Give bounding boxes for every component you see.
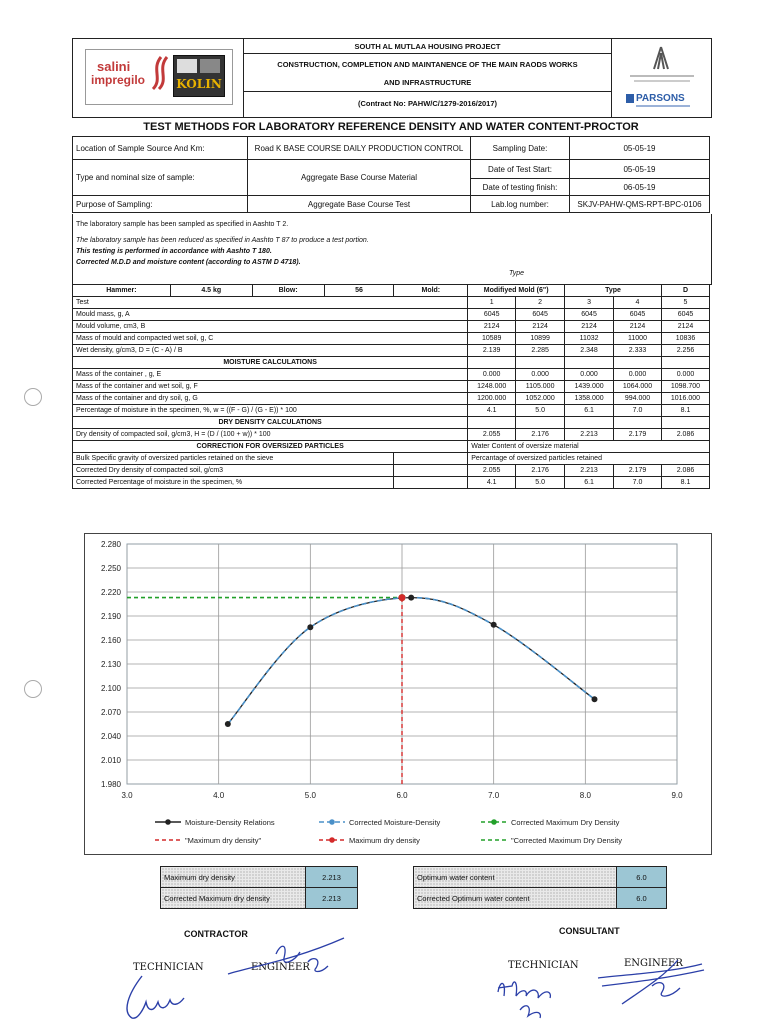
mold-value: Modifiyed Mold (6") bbox=[468, 285, 565, 297]
table-row bbox=[73, 381, 710, 393]
test-start-label: Date of Test Start: bbox=[471, 160, 570, 179]
cell-value: 1248.000 bbox=[468, 381, 516, 393]
cell-value: 2124 bbox=[661, 321, 709, 333]
test-number: 1 bbox=[468, 297, 516, 309]
cell-value: 2124 bbox=[468, 321, 516, 333]
blow-label: Blow: bbox=[252, 285, 324, 297]
row-label: Percentage of moisture in the specimen, %, w = ((F - G) / (G - E)) * 100 bbox=[73, 405, 468, 417]
oversize-section-title: CORRECTION FOR OVERSIZED PARTICLES bbox=[73, 441, 468, 453]
type-value: Aggregate Base Course Material bbox=[248, 160, 471, 196]
dry-density-section-title: DRY DENSITY CALCULATIONS bbox=[73, 417, 468, 429]
project-scope-line2: AND INFRASTRUCTURE bbox=[383, 78, 472, 87]
contractor-engineer-signature bbox=[224, 932, 354, 982]
consultant-logo bbox=[611, 39, 712, 117]
cell-value: 6045 bbox=[565, 309, 614, 321]
cell-value: 2.348 bbox=[565, 345, 614, 357]
purpose-label: Purpose of Sampling: bbox=[73, 196, 248, 213]
consultant-technician-label: TECHNICIAN bbox=[508, 960, 579, 971]
cell-value: 10899 bbox=[516, 333, 565, 345]
cell-value: 6045 bbox=[516, 309, 565, 321]
mdd-summary-table bbox=[160, 866, 358, 909]
cell-value: 2.086 bbox=[661, 429, 709, 441]
cell-value: 2124 bbox=[516, 321, 565, 333]
cell-value: 2.256 bbox=[661, 345, 709, 357]
type-label: Type and nominal size of sample: bbox=[73, 160, 248, 196]
oversize-water-content-note: Water Content of oversize material bbox=[468, 441, 710, 453]
cell-value: 2124 bbox=[565, 321, 614, 333]
authority-emblem-icon bbox=[650, 45, 672, 71]
y-tick-label: 2.220 bbox=[100, 588, 121, 597]
x-tick-label: 5.0 bbox=[304, 791, 316, 800]
row-label: Wet density, g/cm3, D = (C - A) / B bbox=[73, 345, 468, 357]
mdd-label: Maximum dry density bbox=[161, 867, 306, 888]
contractor-engineer-label: ENGINEER bbox=[251, 962, 310, 973]
parsons-icon bbox=[626, 94, 634, 103]
y-tick-label: 2.010 bbox=[100, 756, 121, 765]
proctor-data-table bbox=[72, 284, 710, 489]
cmdd-label: Corrected Maximum dry density bbox=[161, 888, 306, 909]
cell-value: 1098.700 bbox=[661, 381, 709, 393]
x-tick-label: 7.0 bbox=[488, 791, 500, 800]
cell-value: 4.1 bbox=[468, 477, 516, 489]
test-start-date: 05-05-19 bbox=[570, 160, 710, 179]
consultant-engineer-label: ENGINEER bbox=[624, 958, 683, 969]
max-point bbox=[399, 594, 406, 601]
y-tick-label: 2.280 bbox=[100, 540, 121, 549]
cell-value: 8.1 bbox=[661, 405, 709, 417]
x-tick-label: 6.0 bbox=[396, 791, 408, 800]
comc-value: 6.0 bbox=[617, 888, 667, 909]
mdd-value: 2.213 bbox=[306, 867, 358, 888]
cell-value: 0.000 bbox=[614, 369, 662, 381]
cell-value: 2.213 bbox=[565, 465, 614, 477]
cell-value: 2.055 bbox=[468, 465, 516, 477]
location-value: Road K BASE COURSE DAILY PRODUCTION CONTROL bbox=[248, 137, 471, 160]
y-tick-label: 2.100 bbox=[100, 684, 121, 693]
legend-label: "Corrected Maximum Dry Density bbox=[511, 836, 623, 845]
page-title: TEST METHODS FOR LABORATORY REFERENCE DENSITY AND WATER CONTENT-PROCTOR bbox=[143, 121, 639, 133]
cell-value: 6045 bbox=[661, 309, 709, 321]
data-point bbox=[592, 696, 598, 702]
sampling-date-label: Sampling Date: bbox=[471, 137, 570, 160]
contractor-heading: CONTRACTOR bbox=[184, 929, 248, 939]
moisture-density-chart bbox=[85, 534, 711, 854]
test-number: 4 bbox=[614, 297, 662, 309]
table-row bbox=[73, 345, 710, 357]
mold-label: Mold: bbox=[394, 285, 468, 297]
table-row bbox=[73, 465, 710, 477]
location-label: Location of Sample Source And Km: bbox=[73, 137, 248, 160]
cell-value: 7.0 bbox=[614, 405, 662, 417]
cell-value: 1439.000 bbox=[565, 381, 614, 393]
cell-value: 994.000 bbox=[614, 393, 662, 405]
x-tick-label: 4.0 bbox=[213, 791, 225, 800]
punch-hole-bottom bbox=[24, 680, 42, 698]
cell-value: 2.086 bbox=[661, 465, 709, 477]
row-label: Mould volume, cm3, B bbox=[73, 321, 468, 333]
impregilo-logo-text: impregilo bbox=[91, 73, 146, 87]
table-row bbox=[73, 309, 710, 321]
kolin-logo-text: KOLIN bbox=[176, 77, 222, 91]
row-label: Mould mass, g, A bbox=[73, 309, 468, 321]
legend-marker bbox=[329, 837, 335, 843]
table-row bbox=[73, 369, 710, 381]
cell-value: 2.213 bbox=[565, 429, 614, 441]
x-tick-label: 9.0 bbox=[671, 791, 683, 800]
cell-value: 0.000 bbox=[661, 369, 709, 381]
contractor-technician-label: TECHNICIAN bbox=[133, 962, 204, 973]
x-tick-label: 8.0 bbox=[579, 791, 591, 800]
cell-value: 7.0 bbox=[614, 477, 662, 489]
cell-value: 5.0 bbox=[516, 477, 565, 489]
header-titles bbox=[244, 39, 611, 117]
purpose-value: Aggregate Base Course Test bbox=[248, 196, 471, 213]
oversize-percentage-note: Percantage of oversized particles retained bbox=[468, 453, 710, 465]
moisture-density-curve bbox=[228, 598, 595, 724]
cell-value: 6045 bbox=[614, 309, 662, 321]
parsons-logo-text: PARSONS bbox=[636, 93, 685, 104]
y-tick-label: 2.040 bbox=[100, 732, 121, 741]
note-type-word: Type bbox=[509, 270, 525, 277]
table-row bbox=[73, 321, 710, 333]
kolin-logo-box bbox=[173, 55, 225, 97]
note-astm-d4718: Corrected M.D.D and moisture content (according to ASTM D 4718). bbox=[76, 259, 301, 266]
row-label: Mass of the container and wet soil, g, F bbox=[73, 381, 468, 393]
notes-block bbox=[72, 214, 712, 285]
data-point bbox=[225, 721, 231, 727]
y-tick-label: 2.070 bbox=[100, 708, 121, 717]
cell-value: 1358.000 bbox=[565, 393, 614, 405]
cell-value: 11032 bbox=[565, 333, 614, 345]
contractor-technician-signature bbox=[118, 968, 198, 1024]
hammer-value: 4.5 kg bbox=[170, 285, 252, 297]
consultant-engineer-signature bbox=[592, 956, 712, 1010]
cell-value: 0.000 bbox=[565, 369, 614, 381]
lab-log-label: Lab.log number: bbox=[471, 196, 570, 213]
cell-value: 1200.000 bbox=[468, 393, 516, 405]
chart-frame bbox=[84, 533, 712, 855]
hammer-label: Hammer: bbox=[73, 285, 171, 297]
contract-number: (Contract No: PAHW/C/1279-2016/2017) bbox=[357, 99, 498, 108]
cmdd-value: 2.213 bbox=[306, 888, 358, 909]
cell-value: 1105.000 bbox=[516, 381, 565, 393]
table-row bbox=[73, 453, 710, 465]
cell-value: 2.285 bbox=[516, 345, 565, 357]
data-point bbox=[307, 624, 313, 630]
legend-label: "Maximum dry density" bbox=[185, 836, 262, 845]
cell-value: 4.1 bbox=[468, 405, 516, 417]
cell-value: 2.176 bbox=[516, 465, 565, 477]
type-header-value: D bbox=[661, 285, 709, 297]
table-row bbox=[73, 405, 710, 417]
row-label: Corrected Percentage of moisture in the specimen, % bbox=[73, 477, 394, 489]
row-label: Mass of mould and compacted wet soil, g, C bbox=[73, 333, 468, 345]
cell-value: 2.055 bbox=[468, 429, 516, 441]
cell-value: 5.0 bbox=[516, 405, 565, 417]
blow-value: 56 bbox=[324, 285, 394, 297]
cell-value: 0.000 bbox=[468, 369, 516, 381]
type-header-label: Type bbox=[565, 285, 662, 297]
contractor-logo bbox=[73, 39, 244, 117]
table-row bbox=[73, 429, 710, 441]
moisture-section-title: MOISTURE CALCULATIONS bbox=[73, 357, 468, 369]
legend-label: Corrected Moisture-Density bbox=[349, 818, 441, 827]
table-row bbox=[73, 393, 710, 405]
project-name: SOUTH AL MUTLAA HOUSING PROJECT bbox=[354, 42, 501, 51]
cell-value: 1052.000 bbox=[516, 393, 565, 405]
note-sampling: The laboratory sample has been sampled as specified in Aashto T 2. bbox=[76, 221, 289, 228]
x-tick-label: 3.0 bbox=[121, 791, 133, 800]
row-label: Bulk Specific gravity of oversized particles retained on the sieve bbox=[73, 453, 394, 465]
cell-value: 10836 bbox=[661, 333, 709, 345]
test-finish-date: 06-05-19 bbox=[570, 179, 710, 196]
salini-logo-text: salini bbox=[97, 59, 131, 74]
row-label: Corrected Dry density of compacted soil, g/cm3 bbox=[73, 465, 394, 477]
comc-label: Corrected Optimum water content bbox=[414, 888, 617, 909]
table-row bbox=[73, 477, 710, 489]
cell-value: 11000 bbox=[614, 333, 662, 345]
row-label: Mass of the container , g, E bbox=[73, 369, 468, 381]
data-point bbox=[491, 622, 497, 628]
corrected-moisture-density-curve bbox=[228, 598, 595, 724]
header-block bbox=[72, 38, 712, 118]
row-label: Mass of the container and dry soil, g, G bbox=[73, 393, 468, 405]
consultant-technician-signature bbox=[492, 970, 572, 1024]
legend-marker bbox=[491, 819, 497, 825]
test-number: 5 bbox=[661, 297, 709, 309]
cell-value: 2.333 bbox=[614, 345, 662, 357]
cell-value: 1016.000 bbox=[661, 393, 709, 405]
y-tick-label: 2.250 bbox=[100, 564, 121, 573]
y-tick-label: 2.130 bbox=[100, 660, 121, 669]
cell-value: 2.139 bbox=[468, 345, 516, 357]
project-scope-line1: CONSTRUCTION, COMPLETION AND MAINTANENCE OF THE MAIN RAODS WORKS bbox=[277, 60, 578, 69]
test-number: 2 bbox=[516, 297, 565, 309]
cell-value: 6.1 bbox=[565, 405, 614, 417]
y-tick-label: 1.980 bbox=[100, 780, 121, 789]
cell-value: 2.179 bbox=[614, 429, 662, 441]
cell-value: 6.1 bbox=[565, 477, 614, 489]
sampling-date: 05-05-19 bbox=[570, 137, 710, 160]
table-row bbox=[73, 333, 710, 345]
test-label: Test bbox=[73, 297, 468, 309]
omc-label: Optimum water content bbox=[414, 867, 617, 888]
cell-value: 1064.000 bbox=[614, 381, 662, 393]
cell-value: 10589 bbox=[468, 333, 516, 345]
test-number: 3 bbox=[565, 297, 614, 309]
punch-hole-top bbox=[24, 388, 42, 406]
cell-value: 2.179 bbox=[614, 465, 662, 477]
salini-swoosh-icon bbox=[149, 55, 171, 91]
legend-label: Corrected Maximum Dry Density bbox=[511, 818, 620, 827]
legend-marker bbox=[329, 819, 335, 825]
consultant-heading: CONSULTANT bbox=[559, 926, 620, 936]
row-label: Dry density of compacted soil, g/cm3, H = (D / (100 + w)) * 100 bbox=[73, 429, 468, 441]
legend-label: Maximum dry density bbox=[349, 836, 420, 845]
cell-value: 2.176 bbox=[516, 429, 565, 441]
data-point bbox=[408, 595, 414, 601]
cell-value: 0.000 bbox=[516, 369, 565, 381]
cell-value: 2124 bbox=[614, 321, 662, 333]
legend-marker bbox=[165, 819, 171, 825]
omc-summary-table bbox=[413, 866, 667, 909]
lab-log-number: SKJV-PAHW-QMS-RPT-BPC-0106 bbox=[570, 196, 710, 213]
legend-label: Moisture-Density Relations bbox=[185, 818, 275, 827]
note-reduction: The laboratory sample has been reduced as specified in Aashto T 87 to produce a test portion. bbox=[76, 237, 369, 244]
note-aashto-t180: This testing is performed in accordance with Aashto T 180. bbox=[76, 248, 272, 255]
cell-value: 8.1 bbox=[661, 477, 709, 489]
y-tick-label: 2.160 bbox=[100, 636, 121, 645]
test-finish-label: Date of testing finish: bbox=[471, 179, 570, 196]
omc-value: 6.0 bbox=[617, 867, 667, 888]
y-tick-label: 2.190 bbox=[100, 612, 121, 621]
cell-value: 6045 bbox=[468, 309, 516, 321]
sample-info-table bbox=[72, 136, 710, 213]
